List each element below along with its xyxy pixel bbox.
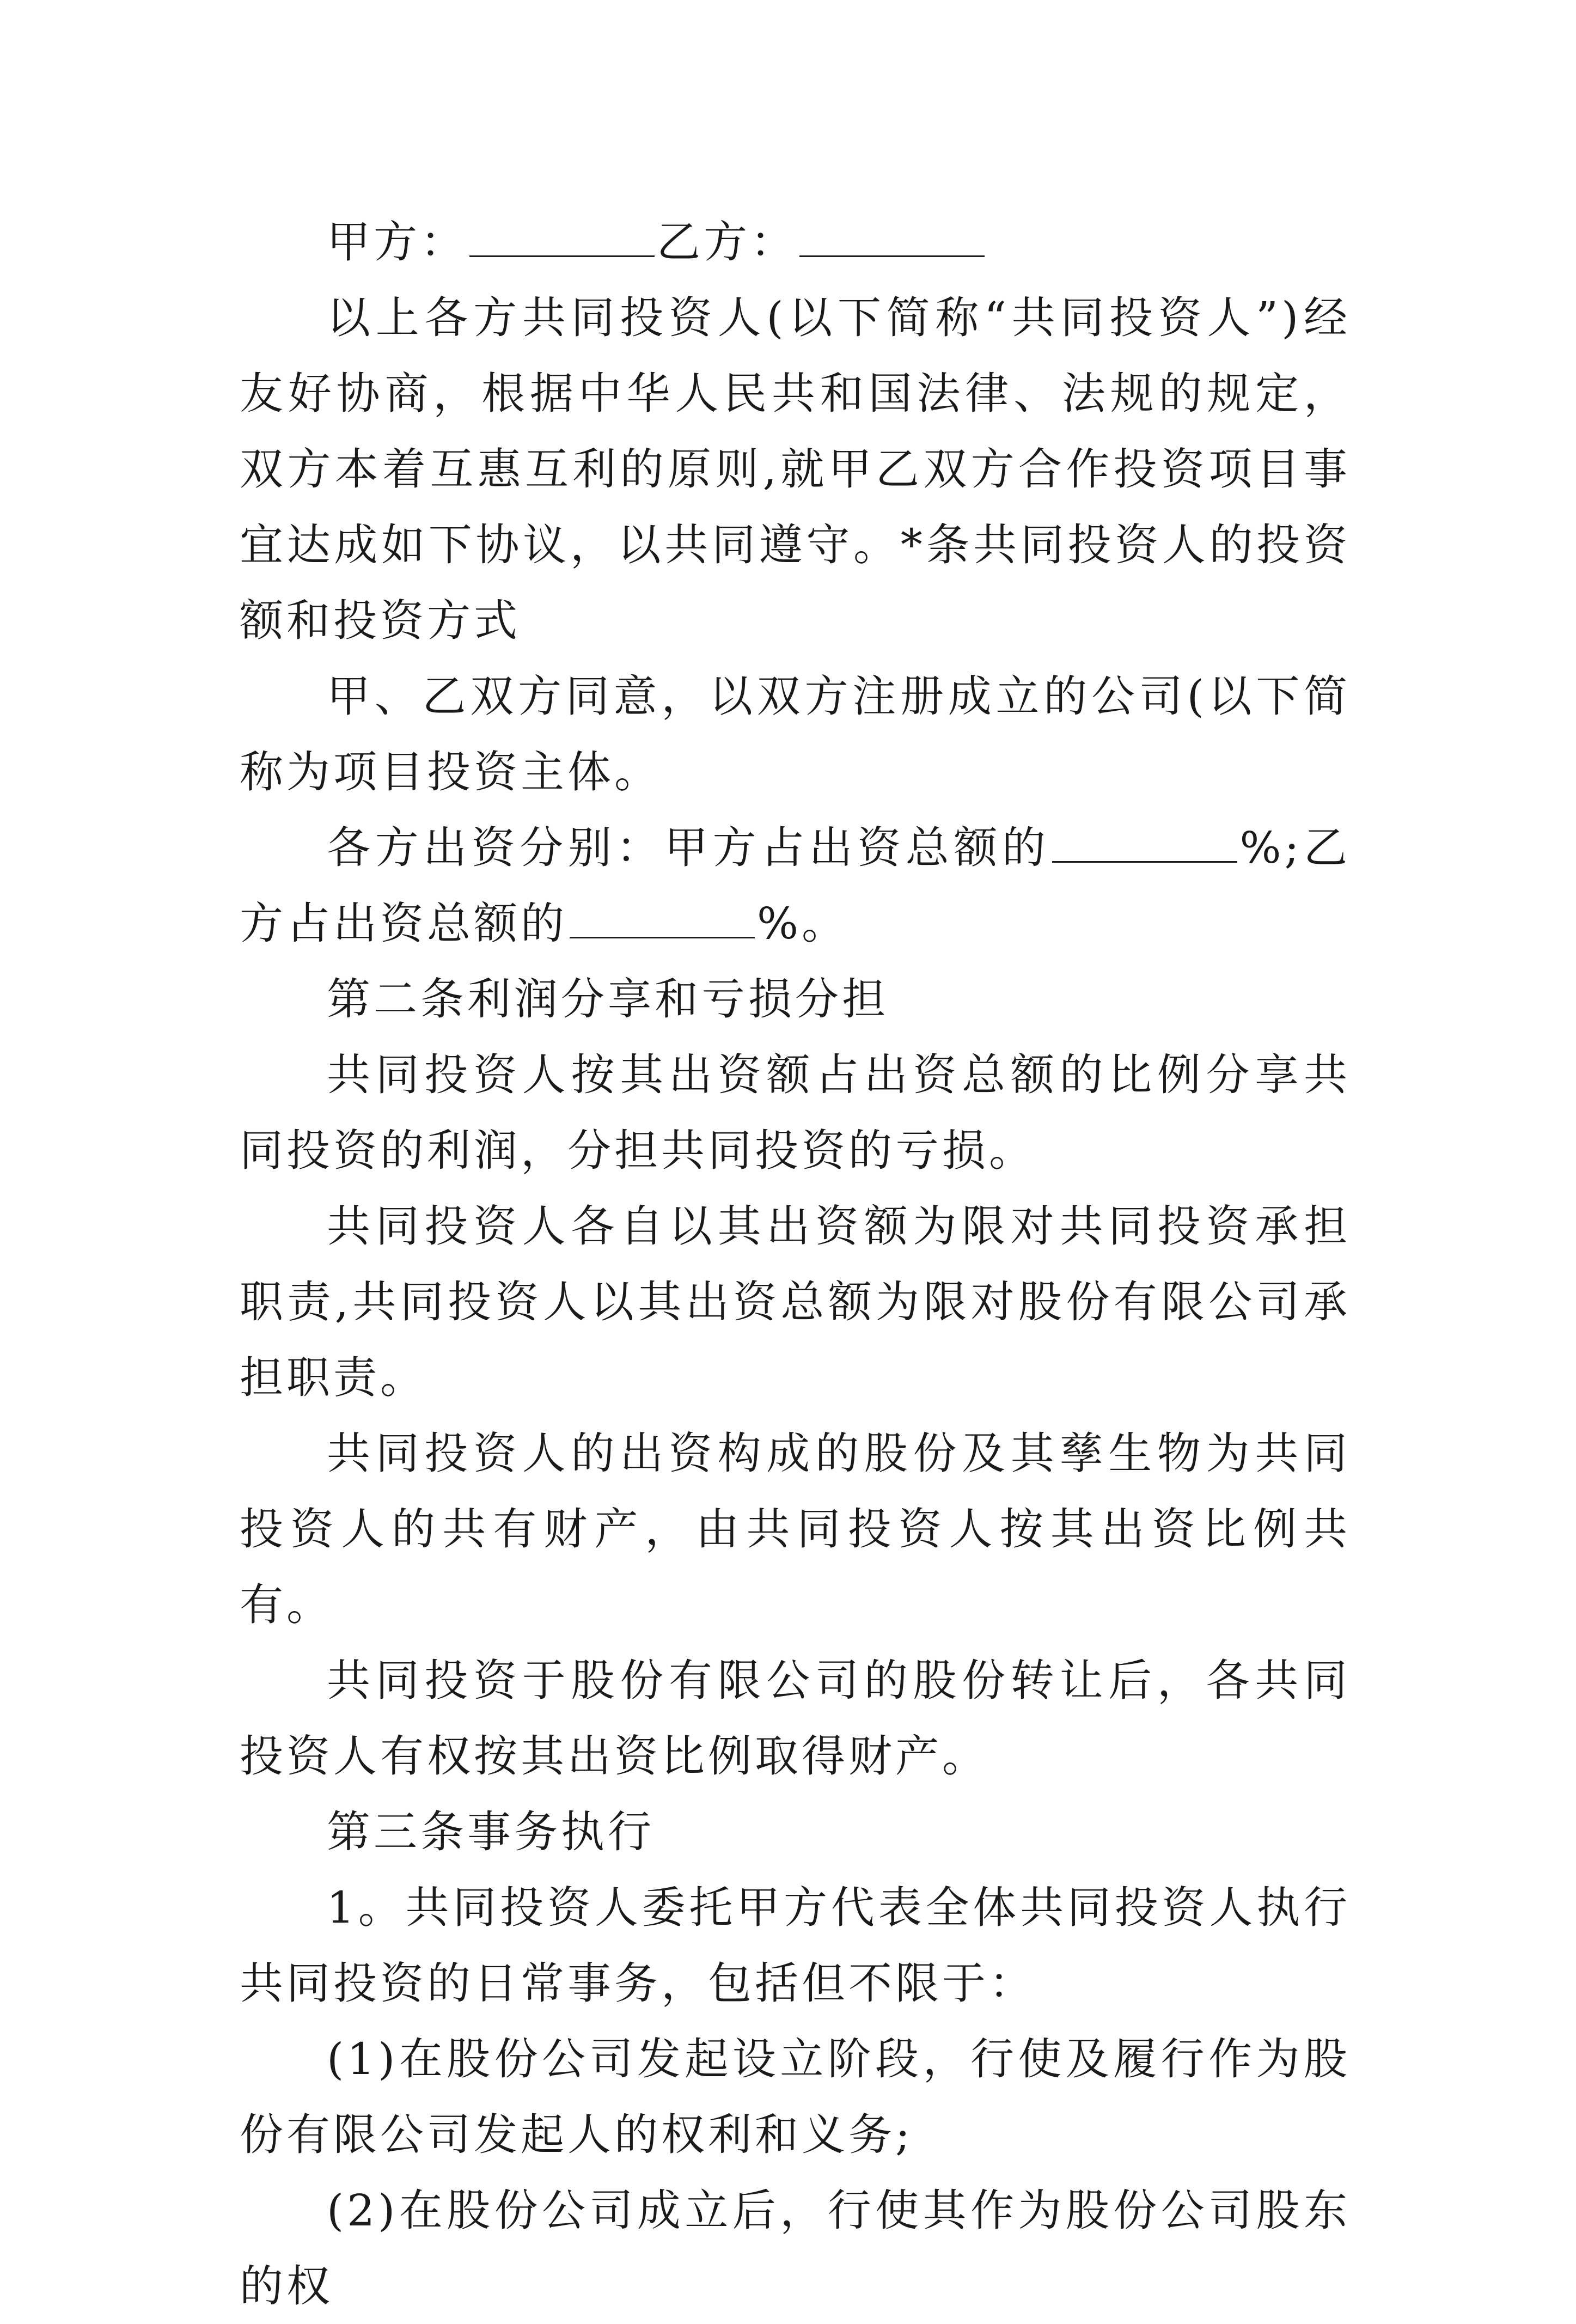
item-1-1-paragraph: (1)在股份公司发起设立阶段，行使及履行作为股份有限公司发起人的权利和义务; [240,2034,1351,2160]
party-a-share-blank [1052,823,1237,863]
item-1-paragraph: 1。共同投资人委托甲方代表全体共同投资人执行共同投资的日常事务，包括但不限于： [240,1882,1351,2009]
party-b-blank [799,217,985,257]
article-2-heading: 第二条利润分享和亏损分担 [327,974,889,1024]
joint-property-paragraph: 共同投资人的出资构成的股份及其孳生物为共同投资人的共有财产，由共同投资人按其出资比例共有。 [240,1428,1351,1630]
intro-paragraph: 以上各方共同投资人(以下简称“共同投资人”)经友好协商，根据中华人民共和国法律、法规的规定，双方本着互惠互利的原则,就甲乙双方合作投资项目事宜达成如下协议，以共同遵守。*条共同投资人的投资额和投资方式 [240,292,1351,646]
party-b-share-blank [570,899,755,938]
parties-line [240,204,1351,280]
profit-sharing-paragraph: 共同投资人按其出资额占出资总额的比例分享共同投资的利润，分担共同投资的亏损。 [240,1050,1351,1176]
document-body [240,204,1351,2324]
contribution-text-1: 各方出资分别：甲方占出资总额的 [327,822,1050,873]
liability-paragraph: 共同投资人各自以其出资额为限对共同投资承担职责,共同投资人以其出资总额为限对股份有限公司承担职责。 [240,1201,1351,1403]
contribution-paragraph [240,810,1351,961]
contribution-text-2: %;乙方占出资总额的 [240,822,1351,949]
article-3-heading: 第三条事务执行 [327,1807,655,1857]
item-1-2-paragraph: (2)在股份公司成立后，行使其作为股份公司股东的权 [240,2185,1351,2311]
party-b-label: 乙方： [657,217,797,267]
share-transfer-paragraph: 共同投资于股份有限公司的股份转让后，各共同投资人有权按其出资比例取得财产。 [240,1655,1351,1782]
investment-entity-paragraph: 甲、乙双方同意，以双方注册成立的公司(以下简称为项目投资主体。 [240,671,1351,797]
party-a-blank [469,217,655,257]
contribution-text-3: %。 [757,898,849,949]
party-a-label: 甲方： [327,217,467,267]
